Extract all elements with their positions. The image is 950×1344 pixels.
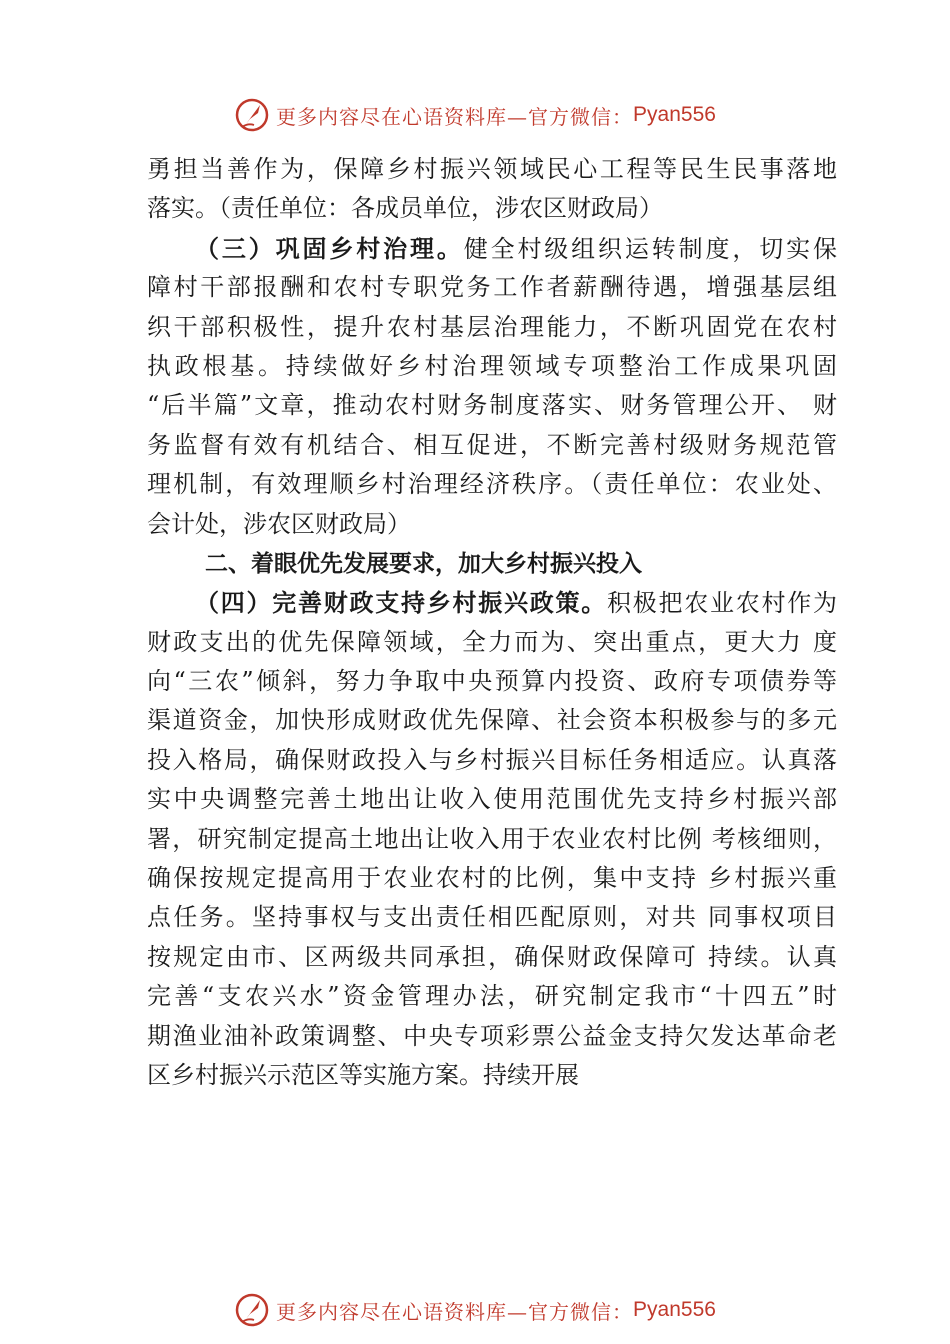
text-line: 点任务。坚持事权与支出责任相匹配原则，对共 同事权项目 — [147, 903, 837, 932]
text-line: 实中央调整完善土地出让收入使用范围优先支持乡村振兴部 — [147, 785, 837, 814]
watermark-id: Pyan556 — [633, 1298, 716, 1321]
watermark-banner-top — [0, 95, 950, 135]
watermark-text: 更多内容尽在心语资料库—官方微信： — [276, 1299, 634, 1324]
text-line: 署，研究制定提高土地出让收入用于农业农村比例 考核细则， — [147, 824, 837, 853]
text-line: 勇担当善作为，保障乡村振兴领域民心工程等民生民事落地 — [147, 155, 837, 183]
part-2-heading: 二、着眼优先发展要求，加大乡村振兴投入 — [205, 550, 642, 577]
section-3-heading: （三）巩固乡村治理。 — [195, 233, 464, 263]
text-line: 按规定由市、区两级共同承担，确保财政保障可 持续。认真 — [147, 942, 837, 971]
section-4-heading: （四）完善财政支持乡村振兴政策。 — [195, 588, 607, 618]
quill-logo-icon — [234, 1292, 270, 1328]
text-line: 完善“支农兴水”资金管理办法，研究制定我市“十四五”时 — [147, 982, 837, 1011]
section-3-first-line: （三）巩固乡村治理。健全村级组织运转制度，切实保 — [195, 233, 838, 263]
watermark-text: 更多内容尽在心语资料库—官方微信： — [276, 104, 634, 129]
text-line: 期渔业油补政策调整、中央专项彩票公益金支持欠发达革命老 — [147, 1021, 837, 1050]
text-line: 财政支出的优先保障领域，全力而为、突出重点，更大力 度 — [147, 627, 837, 656]
text-line: “后半篇”文章，推动农村财务制度落实、财务管理公开、 财 — [147, 391, 837, 420]
document-body — [147, 150, 837, 1095]
text-line: 区乡村振兴示范区等实施方案。持续开展 — [147, 1060, 579, 1089]
text-line: 落实。（责任单位：各成员单位，涉农区财政局） — [147, 194, 663, 223]
section-4-first-line: （四）完善财政支持乡村振兴政策。积极把农业农村作为 — [195, 588, 837, 618]
text-line: 理机制，有效理顺乡村治理经济秩序。（责任单位：农业处、 — [147, 470, 837, 499]
watermark-id: Pyan556 — [633, 103, 716, 126]
text-line: 会计处，涉农区财政局） — [147, 509, 411, 538]
text-line: 务监督有效有机结合、相互促进，不断完善村级财务规范管 — [147, 430, 837, 459]
text-line: 投入格局，确保财政投入与乡村振兴目标任务相适应。认真落 — [147, 745, 837, 774]
text-line: 向“三农”倾斜，努力争取中央预算内投资、政府专项债券等 — [147, 667, 837, 696]
text-line: 织干部积极性，提升农村基层治理能力，不断巩固党在农村 — [147, 312, 837, 341]
watermark-banner-bottom — [0, 1290, 950, 1330]
quill-logo-icon — [234, 97, 270, 133]
text-line: 确保按规定提高用于农业农村的比例，集中支持 乡村振兴重 — [147, 864, 837, 893]
text-line: 渠道资金，加快形成财政优先保障、社会资本积极参与的多元 — [147, 706, 837, 735]
text-line: 障村干部报酬和农村专职党务工作者薪酬待遇，增强基层组 — [147, 273, 837, 302]
text-line: 执政根基。持续做好乡村治理领域专项整治工作成果巩固 — [147, 351, 837, 380]
